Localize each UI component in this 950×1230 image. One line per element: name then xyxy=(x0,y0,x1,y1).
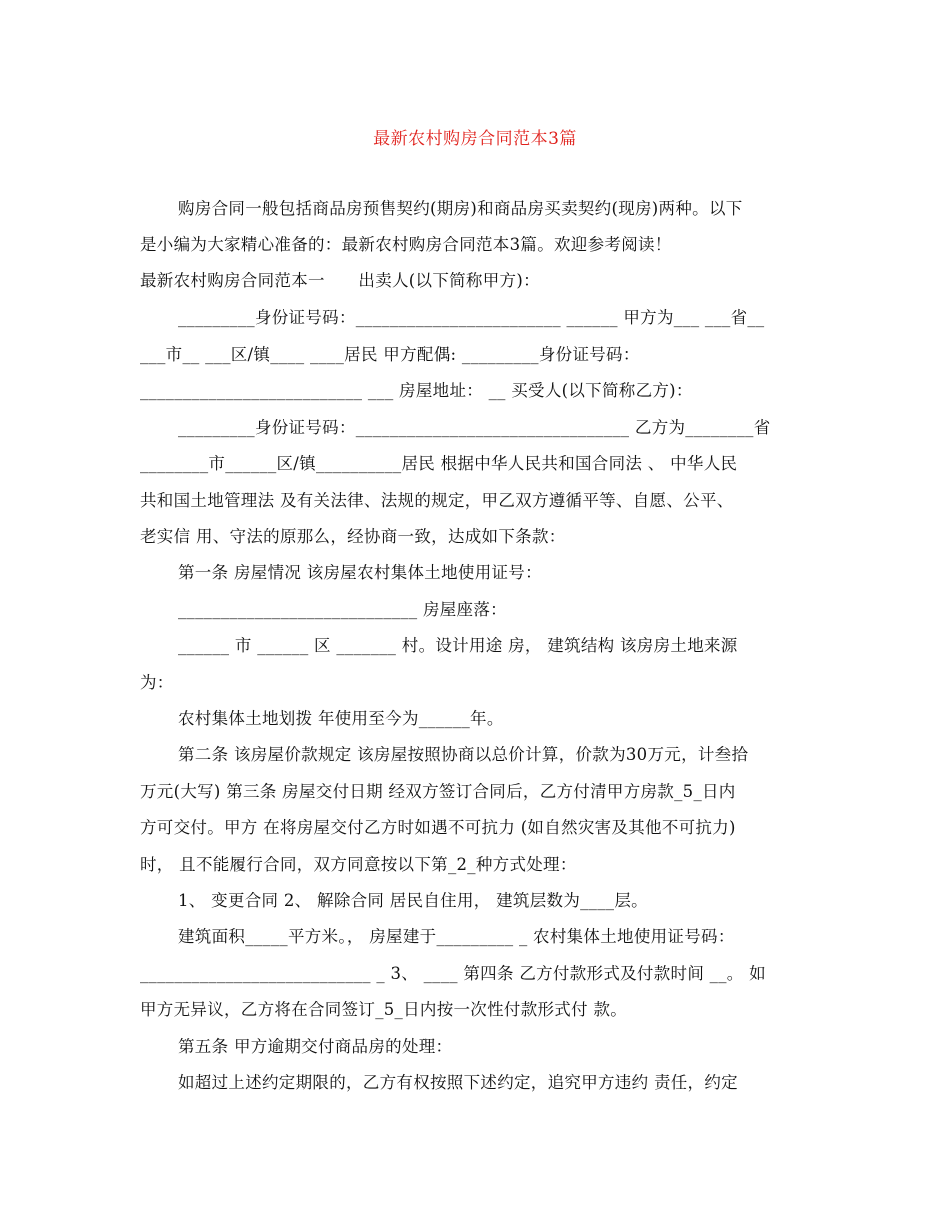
paragraph-line: 万元(大写) 第三条 房屋交付日期 经双方签订合同后，乙方付清甲方房款_5_日内 xyxy=(140,782,736,801)
paragraph-line: 第一条 房屋情况 该房屋农村集体土地使用证号： xyxy=(178,563,542,582)
paragraph-line: ____________________________ 房屋座落： xyxy=(178,600,507,619)
paragraph-line: ___市__ ___区/镇____ ____居民 甲方配偶: _________身份证号码： xyxy=(140,345,640,364)
paragraph-line: 甲方无异议，乙方将在合同签订_5_日内按一次性付款形式付 款。 xyxy=(140,1000,628,1019)
paragraph-line: 第五条 甲方逾期交付商品房的处理： xyxy=(178,1037,453,1056)
paragraph-line: 建筑面积_____平方米。， 房屋建于_________ _ 农村集体土地使用证号码： xyxy=(178,927,735,946)
paragraph-line: 是小编为大家精心准备的：最新农村购房合同范本3篇。欢迎参考阅读！ xyxy=(140,235,672,254)
paragraph-line: __________________________ ___ 房屋地址： __ 买受人(以下简称乙方)： xyxy=(140,381,693,400)
paragraph-line: 1、 变更合同 2、 解除合同 居民自住用， 建筑层数为____层。 xyxy=(178,891,648,910)
paragraph-line: 共和国土地管理法 及有关法律、法规的规定，甲乙双方遵循平等、自愿、公平、 xyxy=(140,491,734,510)
paragraph-line: 农村集体土地划拨 年使用至今为______年。 xyxy=(178,709,504,728)
paragraph-line: _________身份证号码：________________________________ 乙方为________省 xyxy=(178,418,771,437)
paragraph-line: 老实信 用、守法的原那么，经协商一致，达成如下条款： xyxy=(140,527,566,546)
document-title: 最新农村购房合同范本3篇 xyxy=(373,129,577,149)
paragraph-line: 为： xyxy=(140,673,174,692)
paragraph-line: 如超过上述约定期限的，乙方有权按照下述约定，追究甲方违约 责任，约定 xyxy=(178,1073,738,1092)
paragraph-line: ________市______区/镇__________居民 根据中华人民共和国合同法 、 中华人民 xyxy=(140,454,738,473)
paragraph-line: 购房合同一般包括商品房预售契约(期房)和商品房买卖契约(现房)两种。以下 xyxy=(178,199,743,218)
paragraph-line: 最新农村购房合同范本一 出卖人(以下简称甲方)： xyxy=(140,271,540,290)
paragraph-line: 时， 且不能履行合同，双方同意按以下第_2_种方式处理： xyxy=(140,855,577,874)
paragraph-line: ______ 市 ______ 区 _______ 村。设计用途 房， 建筑结构 该房房土地来源 xyxy=(178,636,738,655)
paragraph-line: _________身份证号码：________________________ ______ 甲方为___ ___省__ xyxy=(178,308,765,327)
paragraph-line: ___________________________ _ 3、 ____ 第四条 乙方付款形式及付款时间 __。 如 xyxy=(140,964,766,983)
paragraph-line: 第二条 该房屋价款规定 该房屋按照协商以总价计算，价款为30万元，计叁拾 xyxy=(178,745,749,764)
paragraph-line: 方可交付。甲方 在将房屋交付乙方时如遇不可抗力 (如自然灾害及其他不可抗力) xyxy=(140,818,736,837)
